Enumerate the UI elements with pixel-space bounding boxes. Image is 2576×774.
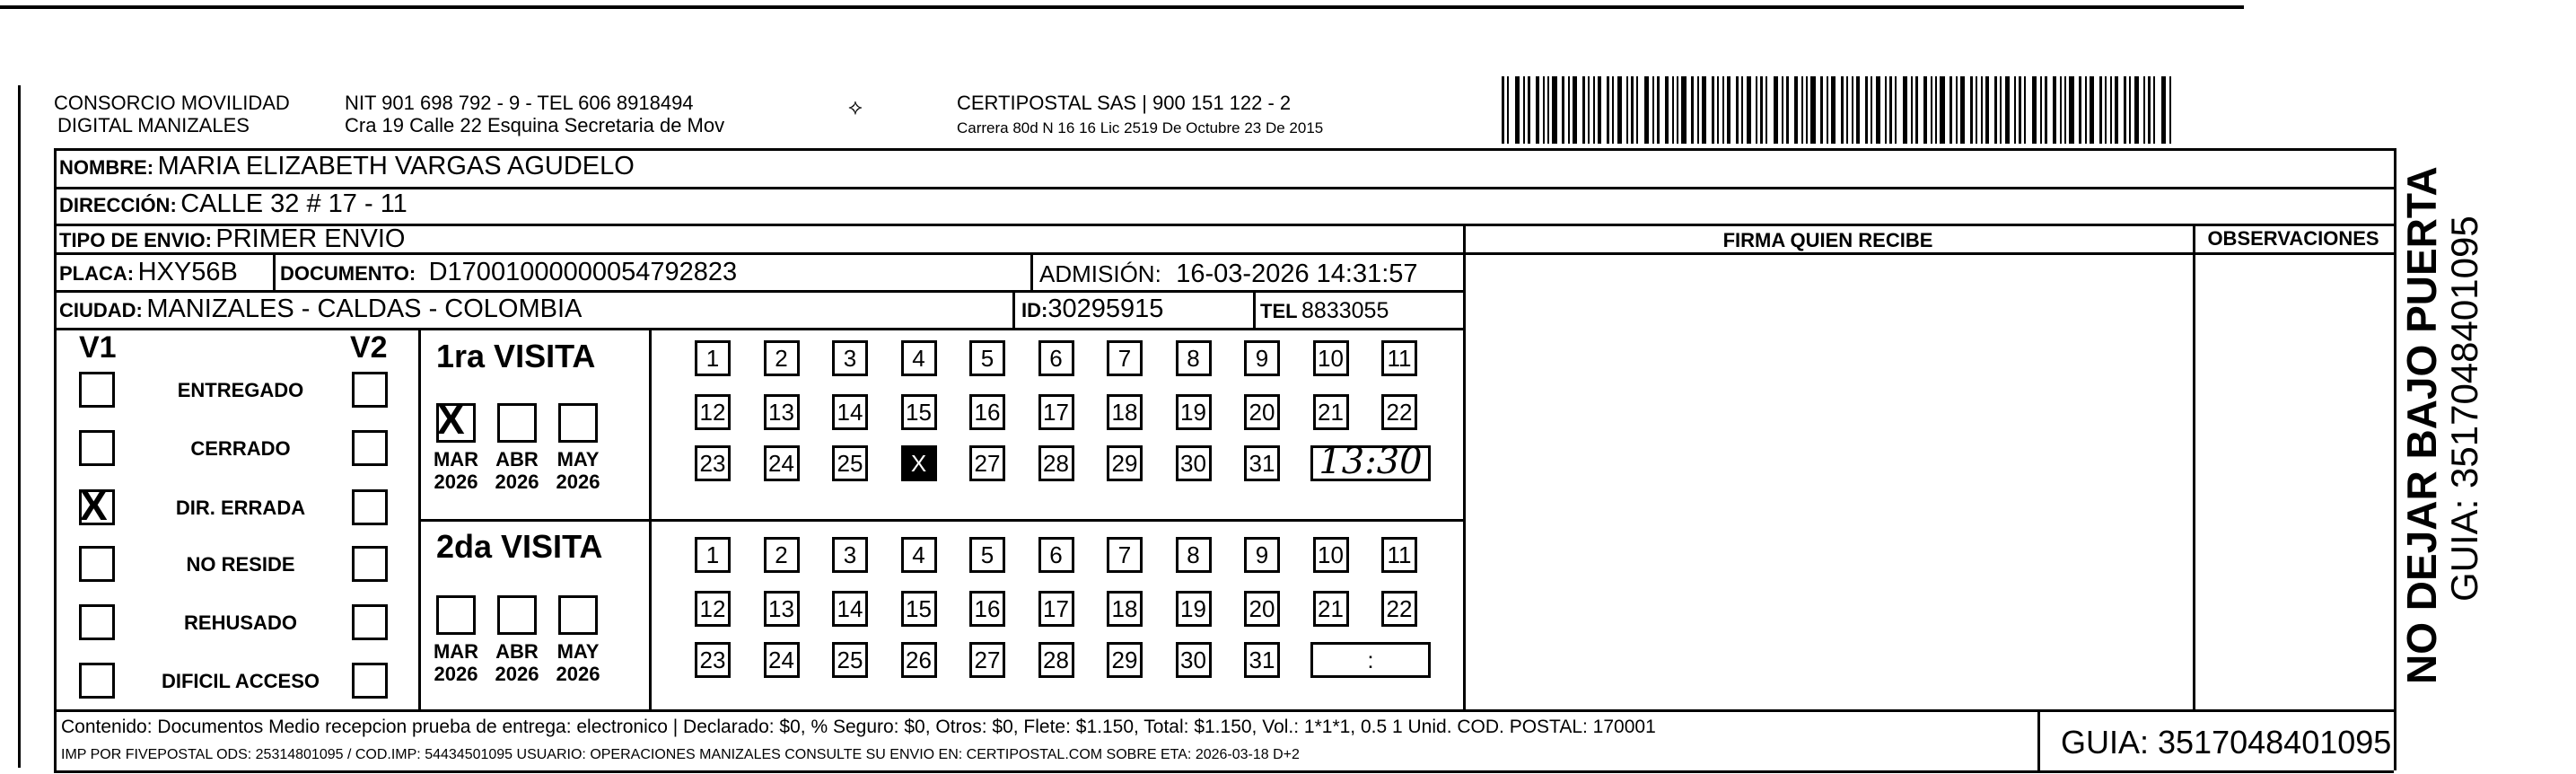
barcode-bar bbox=[1871, 76, 1872, 144]
barcode-bar bbox=[2040, 76, 2042, 144]
day-box[interactable]: 16 bbox=[969, 591, 1005, 627]
day-box[interactable]: 27 bbox=[969, 445, 1005, 481]
day-box[interactable]: 25 bbox=[832, 642, 868, 678]
ciudad-value: MANIZALES - CALDAS - COLOMBIA bbox=[146, 295, 583, 323]
day-box[interactable]: 28 bbox=[1038, 445, 1074, 481]
address-line: Cra 19 Calle 22 Esquina Secretaria de Mov bbox=[345, 114, 725, 136]
barcode-bar bbox=[1865, 76, 1868, 144]
barcode-bar bbox=[2169, 76, 2171, 144]
barcode-bar bbox=[1970, 76, 1973, 144]
ciudad-field bbox=[59, 295, 582, 327]
day-box[interactable]: 11 bbox=[1381, 340, 1417, 376]
barcode-bar bbox=[1931, 76, 1932, 144]
barcode-bar bbox=[1568, 76, 1570, 144]
check-mark: X bbox=[437, 396, 465, 443]
barcode-bar bbox=[1593, 76, 1595, 144]
barcode-bar bbox=[1741, 76, 1743, 144]
day-box[interactable]: 19 bbox=[1176, 394, 1212, 430]
nit-line: NIT 901 698 792 - 9 - TEL 606 8918494 bbox=[345, 92, 694, 114]
documento-label: DOCUMENTO: bbox=[280, 262, 416, 285]
status-option-label: CERRADO bbox=[190, 437, 291, 460]
day-box[interactable]: 1 bbox=[695, 537, 731, 573]
status-option-label: REHUSADO bbox=[184, 611, 297, 634]
day-box[interactable]: 15 bbox=[901, 591, 937, 627]
barcode-bar bbox=[1885, 76, 1887, 144]
tipo-envio-label: TIPO DE ENVIO: bbox=[59, 229, 212, 251]
barcode-bar bbox=[1923, 76, 1927, 144]
day-box[interactable]: 27 bbox=[969, 642, 1005, 678]
day-box[interactable]: 30 bbox=[1176, 445, 1212, 481]
tel-field bbox=[1260, 297, 1389, 328]
v2-checkbox[interactable] bbox=[352, 372, 388, 408]
side-guia: GUIA: 3517048401095 bbox=[2443, 215, 2485, 602]
placa-label: PLACA: bbox=[59, 262, 135, 285]
barcode-bar bbox=[1727, 76, 1730, 144]
direccion-value: CALLE 32 # 17 - 11 bbox=[180, 189, 407, 218]
barcode-bar bbox=[1852, 76, 1853, 144]
day-box[interactable]: 8 bbox=[1176, 537, 1212, 573]
barcode-bar bbox=[1644, 76, 1649, 144]
day-box[interactable]: 9 bbox=[1244, 340, 1280, 376]
day-box[interactable]: 22 bbox=[1381, 394, 1417, 430]
day-box[interactable]: 28 bbox=[1038, 642, 1074, 678]
barcode-bar bbox=[2014, 76, 2016, 144]
day-box[interactable]: 31 bbox=[1244, 445, 1280, 481]
barcode-bar bbox=[1672, 76, 1674, 144]
contenido-text: Contenido: Documentos Medio recepcion prueba de entrega: electronico | Declarado: $0, % Seguro: $0, Otros: $0, Flete: $1.150, Total: $1.150, Vol.: 1*1*1, 0.5 1 Unid. COD. POSTAL: 170001 bbox=[61, 717, 1656, 737]
day-box[interactable]: 13 bbox=[764, 394, 800, 430]
barcode-bar bbox=[1760, 76, 1763, 144]
barcode-bar bbox=[1756, 76, 1757, 144]
barcode-bar bbox=[1856, 76, 1860, 144]
day-box[interactable]: 3 bbox=[832, 340, 868, 376]
barcode-bar bbox=[1515, 76, 1520, 144]
top-edge-line bbox=[0, 5, 2244, 9]
ciudad-label: CIUDAD: bbox=[59, 299, 143, 321]
month-checkbox[interactable] bbox=[558, 595, 598, 635]
v2-checkbox[interactable] bbox=[352, 430, 388, 466]
barcode-bar bbox=[2069, 76, 2074, 144]
carrier-logo-icon: ⟡ bbox=[848, 95, 863, 119]
barcode-bar bbox=[1523, 76, 1525, 144]
barcode-bar bbox=[1806, 76, 1808, 144]
barcode-bar bbox=[1536, 76, 1539, 144]
placa-value: HXY56B bbox=[137, 258, 238, 286]
barcode bbox=[1502, 76, 2170, 144]
day-box[interactable]: 15 bbox=[901, 394, 937, 430]
day-box[interactable]: 6 bbox=[1038, 537, 1074, 573]
barcode-bar bbox=[1950, 76, 1952, 144]
day-box[interactable]: 6 bbox=[1038, 340, 1074, 376]
barcode-bar bbox=[2032, 76, 2037, 144]
barcode-bar bbox=[1903, 76, 1907, 144]
barcode-bar bbox=[1652, 76, 1654, 144]
v2-checkbox[interactable] bbox=[352, 663, 388, 699]
day-box[interactable]: X bbox=[901, 445, 937, 481]
nombre-value: MARIA ELIZABETH VARGAS AGUDELO bbox=[157, 152, 635, 180]
day-box[interactable]: 23 bbox=[695, 445, 731, 481]
admision-value: 16-03-2026 14:31:57 bbox=[1176, 259, 1418, 288]
barcode-bar bbox=[2124, 76, 2126, 144]
barcode-bar bbox=[1810, 76, 1816, 144]
barcode-bar bbox=[2085, 76, 2087, 144]
barcode-bar bbox=[2161, 76, 2166, 144]
day-box[interactable]: 14 bbox=[832, 591, 868, 627]
barcode-bar bbox=[1935, 76, 1937, 144]
barcode-bar bbox=[1801, 76, 1803, 144]
barcode-bar bbox=[1956, 76, 1958, 144]
day-box[interactable]: 7 bbox=[1107, 340, 1143, 376]
barcode-bar bbox=[1794, 76, 1798, 144]
day-box[interactable]: 23 bbox=[695, 642, 731, 678]
firma-field bbox=[1463, 227, 2193, 257]
barcode-bar bbox=[1547, 76, 1549, 144]
barcode-bar bbox=[1911, 76, 1913, 144]
documento-value: D17001000000054792823 bbox=[428, 258, 738, 286]
firma-label: FIRMA QUIEN RECIBE bbox=[1722, 229, 1933, 251]
barcode-bar bbox=[1985, 76, 1989, 144]
barcode-bar bbox=[1607, 76, 1609, 144]
id-value: 30295915 bbox=[1047, 295, 1164, 323]
day-box[interactable]: 2 bbox=[764, 537, 800, 573]
day-box[interactable]: 12 bbox=[695, 591, 731, 627]
id-label: ID: bbox=[1021, 299, 1048, 321]
first-visit-label: 1ra VISITA bbox=[436, 338, 596, 374]
tel-label: TEL bbox=[1260, 300, 1298, 322]
barcode-bar bbox=[1612, 76, 1614, 144]
day-box[interactable]: 17 bbox=[1038, 394, 1074, 430]
barcode-bar bbox=[1994, 76, 1997, 144]
barcode-bar bbox=[1697, 76, 1699, 144]
status-option-label: ENTREGADO bbox=[177, 379, 304, 401]
day-box[interactable]: 4 bbox=[901, 340, 937, 376]
day-box[interactable]: 31 bbox=[1244, 642, 1280, 678]
barcode-bar bbox=[2079, 76, 2081, 144]
day-box[interactable]: 29 bbox=[1107, 642, 1143, 678]
day-box[interactable]: 18 bbox=[1107, 591, 1143, 627]
barcode-bar bbox=[1786, 76, 1789, 144]
day-box[interactable]: 29 bbox=[1107, 445, 1143, 481]
day-box[interactable]: 9 bbox=[1244, 537, 1280, 573]
status-option-label: NO RESIDE bbox=[186, 553, 295, 576]
barcode-bar bbox=[2129, 76, 2131, 144]
month-checkbox[interactable] bbox=[558, 403, 598, 443]
check-mark: X bbox=[80, 482, 108, 529]
barcode-bar bbox=[1636, 76, 1638, 144]
month-label: MAR 2026 bbox=[433, 640, 479, 685]
time-box[interactable]: : bbox=[1310, 642, 1431, 678]
barcode-bar bbox=[2045, 76, 2047, 144]
day-box[interactable]: 18 bbox=[1107, 394, 1143, 430]
barcode-bar bbox=[1736, 76, 1739, 144]
nombre-label: NOMBRE: bbox=[59, 156, 154, 179]
day-box[interactable]: 5 bbox=[969, 340, 1005, 376]
day-box[interactable]: 24 bbox=[764, 445, 800, 481]
barcode-bar bbox=[1841, 76, 1844, 144]
observaciones-field bbox=[2193, 225, 2394, 255]
barcode-bar bbox=[2105, 76, 2107, 144]
day-box[interactable]: 11 bbox=[1381, 537, 1417, 573]
footer-guia: GUIA: 3517048401095 bbox=[2061, 724, 2392, 761]
v2-label: V2 bbox=[350, 330, 388, 365]
day-box[interactable]: 21 bbox=[1313, 394, 1349, 430]
month-label: ABR 2026 bbox=[495, 640, 539, 685]
barcode-bar bbox=[1876, 76, 1880, 144]
v1-label: V1 bbox=[79, 330, 117, 365]
barcode-bar bbox=[1617, 76, 1622, 144]
barcode-bar bbox=[2064, 76, 2066, 144]
second-visit-label: 2da VISITA bbox=[436, 528, 603, 565]
day-box[interactable]: 2 bbox=[764, 340, 800, 376]
tel-value: 8833055 bbox=[1301, 298, 1389, 323]
tipo-envio-field bbox=[59, 225, 405, 257]
barcode-bar bbox=[1691, 76, 1694, 144]
barcode-bar bbox=[1677, 76, 1678, 144]
barcode-bar bbox=[1940, 76, 1945, 144]
barcode-bar bbox=[1702, 76, 1706, 144]
barcode-bar bbox=[1657, 76, 1660, 144]
day-box[interactable]: 21 bbox=[1313, 591, 1349, 627]
v1-checkbox[interactable] bbox=[79, 663, 115, 699]
day-box[interactable]: 25 bbox=[832, 445, 868, 481]
nombre-field bbox=[59, 153, 635, 184]
admision-field bbox=[1039, 260, 1418, 292]
company-name-line2: DIGITAL MANIZALES bbox=[57, 114, 250, 136]
barcode-bar bbox=[1827, 76, 1828, 144]
barcode-bar bbox=[2060, 76, 2062, 144]
barcode-bar bbox=[1846, 76, 1848, 144]
barcode-bar bbox=[2090, 76, 2094, 144]
barcode-bar bbox=[2000, 76, 2002, 144]
side-warning: NO DEJAR BAJO PUERTA bbox=[2398, 166, 2445, 684]
status-option-label: DIFICIL ACCESO bbox=[161, 670, 320, 692]
barcode-bar bbox=[1981, 76, 1983, 144]
left-edge-line bbox=[18, 85, 21, 768]
barcode-bar bbox=[1766, 76, 1767, 144]
company-name-line1: CONSORCIO MOVILIDAD bbox=[54, 92, 290, 114]
barcode-bar bbox=[1562, 76, 1564, 144]
month-label: ABR 2026 bbox=[495, 448, 539, 493]
barcode-bar bbox=[1665, 76, 1669, 144]
direccion-label: DIRECCIÓN: bbox=[59, 194, 177, 216]
barcode-bar bbox=[1588, 76, 1590, 144]
day-box[interactable]: 14 bbox=[832, 394, 868, 430]
barcode-bar bbox=[2053, 76, 2056, 144]
barcode-bar bbox=[1681, 76, 1687, 144]
barcode-bar bbox=[2134, 76, 2139, 144]
month-checkbox[interactable] bbox=[436, 595, 476, 635]
day-box[interactable]: 20 bbox=[1244, 591, 1280, 627]
barcode-bar bbox=[1631, 76, 1634, 144]
barcode-bar bbox=[1895, 76, 1897, 144]
v2-checkbox[interactable] bbox=[352, 546, 388, 582]
month-checkbox[interactable] bbox=[497, 595, 537, 635]
month-checkbox[interactable] bbox=[436, 396, 476, 443]
direccion-field bbox=[59, 190, 407, 222]
v2-checkbox[interactable] bbox=[352, 604, 388, 640]
barcode-bar bbox=[1626, 76, 1628, 144]
day-box[interactable]: 30 bbox=[1176, 642, 1212, 678]
barcode-bar bbox=[1889, 76, 1892, 144]
barcode-bar bbox=[2019, 76, 2021, 144]
day-box[interactable]: 8 bbox=[1176, 340, 1212, 376]
day-box[interactable]: 17 bbox=[1038, 591, 1074, 627]
barcode-bar bbox=[2148, 76, 2151, 144]
barcode-bar bbox=[1502, 76, 1504, 144]
v1-checkbox[interactable] bbox=[79, 430, 115, 466]
barcode-bar bbox=[1722, 76, 1724, 144]
placa-field bbox=[59, 259, 238, 290]
barcode-bar bbox=[2024, 76, 2026, 144]
day-box[interactable]: 4 bbox=[901, 537, 937, 573]
barcode-bar bbox=[1747, 76, 1751, 144]
barcode-bar bbox=[1774, 76, 1778, 144]
time-box[interactable]: 13:30 bbox=[1310, 445, 1431, 481]
v2-checkbox[interactable] bbox=[352, 489, 388, 525]
day-box[interactable]: 3 bbox=[832, 537, 868, 573]
barcode-bar bbox=[1573, 76, 1577, 144]
barcode-bar bbox=[1528, 76, 1530, 144]
admision-label: ADMISIÓN: bbox=[1039, 260, 1161, 287]
carrier-line2: Carrera 80d N 16 16 Lic 2519 De Octubre 23 De 2015 bbox=[957, 119, 1324, 136]
day-box[interactable]: 16 bbox=[969, 394, 1005, 430]
v1-checkbox[interactable] bbox=[79, 546, 115, 582]
imp-line-text: IMP POR FIVEPOSTAL ODS: 25314801095 / COD.IMP: 54434501095 USUARIO: OPERACIONES MANIZALES CONSULTE SU ENVIO EN: CERTIPOSTAL.COM SOBRE ETA: 2026-03-18 D+2 bbox=[61, 747, 1300, 762]
day-box[interactable]: 1 bbox=[695, 340, 731, 376]
day-box[interactable]: 13 bbox=[764, 591, 800, 627]
barcode-bar bbox=[1915, 76, 1918, 144]
barcode-bar bbox=[1543, 76, 1545, 144]
v1-checkbox[interactable] bbox=[79, 482, 115, 529]
day-box[interactable]: 19 bbox=[1176, 591, 1212, 627]
status-option-label: DIR. ERRADA bbox=[175, 497, 306, 519]
day-box[interactable]: 5 bbox=[969, 537, 1005, 573]
barcode-bar bbox=[1582, 76, 1585, 144]
barcode-bar bbox=[2115, 76, 2118, 144]
barcode-bar bbox=[1598, 76, 1601, 144]
barcode-bar bbox=[1507, 76, 1509, 144]
barcode-bar bbox=[1831, 76, 1836, 144]
barcode-bar bbox=[2005, 76, 2010, 144]
id-field bbox=[1021, 295, 1163, 327]
barcode-bar bbox=[2110, 76, 2112, 144]
month-label: MAR 2026 bbox=[433, 448, 479, 493]
day-box[interactable]: 24 bbox=[764, 642, 800, 678]
day-box[interactable]: 12 bbox=[695, 394, 731, 430]
barcode-bar bbox=[1552, 76, 1557, 144]
barcode-bar bbox=[1712, 76, 1714, 144]
barcode-bar bbox=[2143, 76, 2145, 144]
day-box[interactable]: 10 bbox=[1313, 537, 1349, 573]
day-box[interactable]: 22 bbox=[1381, 591, 1417, 627]
month-checkbox[interactable] bbox=[497, 403, 537, 443]
barcode-bar bbox=[1717, 76, 1719, 144]
v1-checkbox[interactable] bbox=[79, 604, 115, 640]
day-box[interactable]: 20 bbox=[1244, 394, 1280, 430]
barcode-bar bbox=[1820, 76, 1823, 144]
barcode-bar bbox=[1976, 76, 1977, 144]
barcode-bar bbox=[2099, 76, 2102, 144]
day-box[interactable]: 26 bbox=[901, 642, 937, 678]
carrier-line1: CERTIPOSTAL SAS | 900 151 122 - 2 bbox=[957, 92, 1292, 114]
v1-checkbox[interactable] bbox=[79, 372, 115, 408]
day-box[interactable]: 7 bbox=[1107, 537, 1143, 573]
barcode-bar bbox=[1782, 76, 1783, 144]
month-label: MAY 2026 bbox=[556, 448, 600, 493]
documento-field bbox=[280, 259, 737, 290]
observaciones-label: OBSERVACIONES bbox=[2207, 227, 2379, 250]
barcode-bar bbox=[2153, 76, 2155, 144]
barcode-bar bbox=[1960, 76, 1965, 144]
month-label: MAY 2026 bbox=[556, 640, 600, 685]
tipo-envio-value: PRIMER ENVIO bbox=[215, 224, 406, 253]
day-box[interactable]: 10 bbox=[1313, 340, 1349, 376]
